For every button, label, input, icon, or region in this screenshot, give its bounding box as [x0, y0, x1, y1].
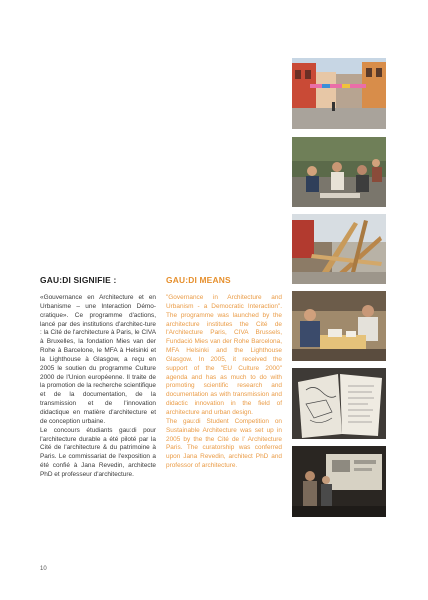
- french-paragraph-1: «Gouvernance en Architecture et en Urbanisme – une Interaction Démo-cratique». Ce programme d'actions, lancé par des institutions d'architec-ture : la Cité de l'architecture à Paris, le CIVA à Bruxelles, la fondation Mies van der Rohe à Barcelone, le MFA à Helsinki et la Lighthouse à Glasgow, a reçu en 2005 le soutien du programme Culture 2000 de l'Union européenne. Il traite de la promotion de la recherche scientifique et de la documentation, de la transmission et de l'innovation didactique en matière d'architecture et de conception urbaine.: [40, 294, 156, 425]
- english-paragraph-2: The gau:di Student Competition on Sustainable Architecture was set up in 2005 by the the Cité de l' Architecture Paris. The curatorship was conferred upon Jana Revedin, architect PhD and professor of architecture.: [166, 417, 282, 470]
- presentation-projection-photo: [292, 446, 386, 517]
- sketchbook-drawings-photo: [292, 368, 386, 439]
- students-seated-outdoors-photo: [292, 137, 386, 207]
- colorful-street-photo: [292, 58, 386, 129]
- english-paragraph-1: "Governance in Architecture and Urbanism - a Democratic Interaction". The programme was launched by the architecture institutes the Cité de l'Architecture Paris, CIVA Brussels, Fundació Mies van der Rohe Barcelona, MFA Helsinki and the Lighthouse Glasgow. In 2005, it received the support of the "EU Culture 2000" agenda and has as much to do with promoting scientific research and documentation as with transmission and didactic innovation in the field of architecture and urban design.: [166, 294, 282, 416]
- english-column: [166, 275, 282, 471]
- english-heading: GAU:DI MEANS: [166, 275, 231, 285]
- french-heading: GAU:DI SIGNIFIE :: [40, 275, 117, 285]
- french-column: [40, 275, 156, 480]
- french-paragraph-2: Le concours étudiants gau:di pour l'architecture durable a été piloté par la Cité de l'architecture & du patrimoine à Paris. Le commissariat de l'exposition a été confié à Jana Revedin, architecte PhD et professeur d'architecture.: [40, 426, 156, 478]
- page-number: 10: [40, 566, 47, 572]
- students-at-table-photo: [292, 291, 386, 361]
- wooden-structure-photo: [292, 214, 386, 284]
